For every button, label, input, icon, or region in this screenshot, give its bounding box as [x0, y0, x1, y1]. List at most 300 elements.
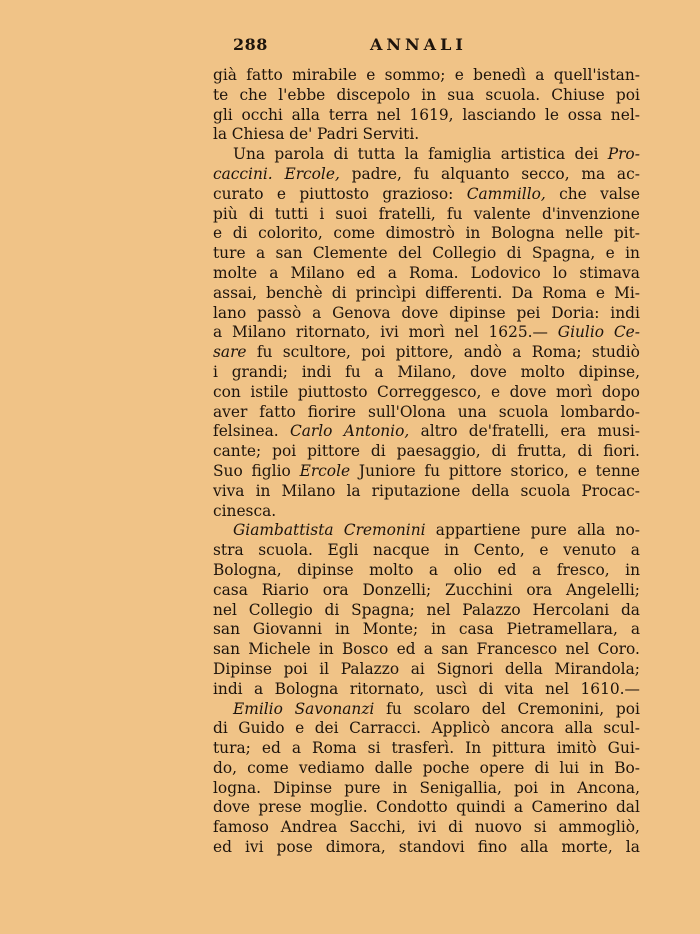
word: ora: [322, 580, 349, 599]
word: piuttosto: [299, 184, 369, 203]
word: e: [539, 541, 549, 560]
text-line: [213, 581, 640, 601]
word: ed: [213, 838, 232, 857]
word: fatto: [259, 402, 296, 421]
text-line: [213, 343, 640, 363]
word: imitò: [556, 739, 597, 758]
word: Antonio,: [343, 422, 410, 441]
word: ivi: [244, 838, 264, 857]
word: a: [423, 640, 433, 659]
word: fu: [345, 362, 361, 381]
word: benchè: [266, 283, 323, 302]
word: Milano: [290, 263, 345, 282]
word: san: [275, 244, 303, 263]
word: a: [428, 560, 439, 579]
word: pure: [344, 778, 381, 797]
word: fu: [446, 204, 463, 223]
word: fu: [424, 461, 440, 480]
word: poi: [513, 778, 539, 797]
word: si: [367, 739, 381, 758]
word: ed: [497, 560, 517, 579]
word: cante;: [213, 442, 262, 461]
word: a: [513, 798, 524, 817]
word: opere: [479, 758, 525, 777]
word: Palazzo: [462, 600, 521, 619]
word: fatto: [246, 66, 283, 84]
text-line: [213, 541, 640, 561]
word: Una: [233, 145, 266, 164]
word: in: [465, 224, 481, 243]
word: Cento,: [473, 541, 525, 560]
word: e: [605, 244, 615, 263]
word: suoi: [335, 204, 368, 223]
word: che: [239, 85, 268, 104]
word: e: [366, 66, 376, 84]
word: i: [213, 362, 218, 381]
word: alla: [291, 105, 320, 124]
word: secco,: [521, 164, 570, 183]
word: pittura: [492, 739, 546, 758]
word: ossa: [567, 105, 602, 124]
word: de'fratelli,: [468, 422, 550, 441]
word: Genova: [332, 303, 391, 322]
word: Savonanzi: [294, 699, 375, 718]
text-line: [213, 284, 640, 304]
word: parola: [274, 145, 325, 164]
word: nuovo: [474, 818, 522, 837]
word: molto: [520, 362, 565, 381]
word: Coro.: [597, 640, 640, 659]
word: di: [213, 719, 228, 738]
word: lombardo-: [560, 402, 640, 421]
word: come: [247, 758, 289, 777]
word: morì: [556, 382, 593, 401]
word: fu: [256, 343, 273, 362]
text-line: [213, 185, 640, 205]
word: scuola: [498, 402, 549, 421]
word: nel: [213, 600, 237, 619]
word: do,: [213, 758, 238, 777]
text-line: [213, 304, 640, 324]
word: vediamo: [298, 758, 365, 777]
word: lano: [213, 303, 247, 322]
text-line: [213, 145, 640, 165]
word: poi: [272, 442, 297, 461]
word: di: [491, 442, 507, 461]
word: san: [441, 640, 469, 659]
word: musi-: [597, 422, 640, 441]
text-line: [213, 403, 640, 423]
word: le: [544, 105, 559, 124]
word: Andrea: [280, 818, 338, 837]
word: fresco,: [556, 560, 610, 579]
word: stimava: [579, 263, 640, 282]
word: viva: [213, 481, 245, 500]
word: Donzelli;: [362, 580, 432, 599]
word: pei: [516, 303, 541, 322]
word: tutti: [274, 204, 309, 223]
word: Monte;: [362, 620, 419, 639]
word: pittore,: [395, 343, 454, 362]
word: poche: [422, 758, 470, 777]
word: dipinse: [449, 303, 506, 322]
word: de': [289, 125, 313, 144]
word: in: [334, 620, 350, 639]
word: altro: [420, 422, 458, 441]
word: aver: [213, 402, 248, 421]
text-line: [213, 838, 640, 858]
text-line: [213, 323, 640, 343]
word: scolaro: [413, 699, 471, 718]
text-line: [213, 779, 640, 799]
text-line: [213, 165, 640, 185]
word: tutta: [357, 145, 396, 164]
word: in: [589, 758, 605, 777]
word: Pro-: [607, 145, 640, 164]
word: Da: [511, 283, 533, 302]
word: dei: [574, 145, 599, 164]
word: nelle: [565, 224, 604, 243]
text-line: [213, 700, 640, 720]
word: a: [630, 620, 640, 639]
word: grazioso:: [382, 184, 454, 203]
word: ed: [396, 640, 416, 659]
word: con: [213, 382, 241, 401]
word: paesaggio,: [396, 442, 481, 461]
word: sua: [447, 85, 475, 104]
word: 1610.—: [580, 679, 640, 698]
word: stra: [213, 541, 244, 560]
word: Procac-: [581, 481, 640, 500]
word: Roma;: [531, 343, 582, 362]
word: Giambattista: [233, 521, 334, 540]
word: Roma: [312, 739, 357, 758]
text-line: [213, 422, 640, 442]
word: la: [625, 838, 640, 857]
word: figlio: [251, 461, 291, 480]
word: scuola.: [258, 541, 313, 560]
word: dove: [401, 303, 439, 322]
word: trasferì.: [391, 739, 455, 758]
word: fratelli,: [378, 204, 436, 223]
text-line: [213, 660, 640, 680]
word: fu: [386, 699, 402, 718]
word: Ce-: [613, 323, 640, 342]
word: una: [457, 402, 487, 421]
text-line: [213, 224, 640, 244]
word: Carlo: [289, 422, 333, 441]
word: no-: [615, 521, 640, 540]
text-line: [213, 640, 640, 660]
word: famiglia: [428, 145, 492, 164]
word: di: [331, 283, 347, 302]
text-line: [213, 521, 640, 541]
word: e: [213, 224, 223, 243]
word: Signori: [436, 659, 494, 678]
word: a: [374, 362, 384, 381]
text-line: [213, 66, 640, 86]
word: Collegio: [432, 244, 497, 263]
word: Angelelli;: [566, 580, 640, 599]
word: dove: [509, 382, 547, 401]
word: Bologna: [274, 679, 339, 698]
text-line: [213, 363, 640, 383]
word: Correggesco,: [377, 382, 482, 401]
word: di: [448, 818, 463, 837]
word: ritornato,: [295, 323, 371, 342]
word: ture: [213, 244, 246, 263]
word: ritornato,: [349, 679, 425, 698]
word: di: [534, 758, 550, 777]
word: Bologna,: [213, 560, 282, 579]
word: Gui-: [607, 739, 640, 758]
word: colorito,: [258, 224, 323, 243]
word: ed: [261, 739, 281, 758]
word: nel: [545, 679, 570, 698]
word: gli: [213, 105, 233, 124]
word: a: [387, 263, 397, 282]
word: dimora,: [325, 838, 386, 857]
word: lo: [552, 263, 568, 282]
word: pittore: [448, 461, 502, 480]
text-line: [213, 86, 640, 106]
word: Ercole: [299, 461, 351, 480]
text-line: [213, 759, 640, 779]
word: alla: [520, 838, 549, 857]
word: moglie.: [310, 798, 368, 817]
word: Giulio: [557, 323, 605, 342]
word: del: [481, 699, 506, 718]
word: dimostrò: [385, 224, 455, 243]
word: Applicò: [431, 719, 491, 738]
word: valse: [600, 184, 640, 203]
word: scuola.: [485, 85, 541, 104]
word: sull'Olona: [368, 402, 446, 421]
word: a: [255, 244, 266, 263]
word: storico,: [510, 461, 569, 480]
word: Senigallia,: [419, 778, 502, 797]
word: ivi: [417, 818, 437, 837]
word: Dipinse: [273, 778, 333, 797]
word: Ancona,: [577, 778, 640, 797]
word: dipinse: [297, 560, 354, 579]
word: poi: [361, 343, 386, 362]
word: Cremonini,: [517, 699, 605, 718]
word: Chiuse: [551, 85, 605, 104]
word: già: [213, 66, 237, 84]
word: Michele: [248, 640, 311, 659]
word: dalle: [374, 758, 413, 777]
word: dopo: [601, 382, 640, 401]
word: Bo-: [614, 758, 640, 777]
word: di: [478, 679, 494, 698]
word: te: [213, 85, 229, 104]
word: indi: [213, 679, 243, 698]
word: indi: [610, 303, 640, 322]
word: dei: [314, 719, 339, 738]
word: fino: [477, 838, 508, 857]
word: e: [454, 66, 464, 84]
word: morte,: [561, 838, 613, 857]
word: standovi: [398, 838, 465, 857]
text-line: [213, 244, 640, 264]
word: Lodovico: [470, 263, 541, 282]
word: a: [535, 66, 545, 84]
word: da: [620, 600, 640, 619]
word: Guido: [238, 719, 285, 738]
word: frutta,: [517, 442, 567, 461]
text-line: [213, 106, 640, 126]
word: di: [324, 600, 340, 619]
word: i: [319, 204, 325, 223]
text-line: [213, 264, 640, 284]
word: ora: [526, 580, 553, 599]
word: Juniore: [358, 461, 416, 480]
word: benedì: [473, 66, 526, 84]
word: famoso: [213, 818, 269, 837]
word: Doria:: [551, 303, 600, 322]
word: studiò: [591, 343, 640, 362]
word: Collegio: [248, 600, 313, 619]
word: alla: [577, 521, 606, 540]
word: san: [213, 640, 240, 659]
word: scul-: [603, 719, 640, 738]
word: Roma.: [409, 263, 459, 282]
word: istile: [250, 382, 289, 401]
word: Emilio: [233, 699, 283, 718]
word: Palazzo: [340, 659, 400, 678]
word: ammogliò,: [558, 818, 640, 837]
word: di: [232, 224, 248, 243]
word: in: [444, 541, 460, 560]
word: riputazione: [371, 481, 461, 500]
word: pure: [530, 521, 567, 540]
text-line: [213, 620, 640, 640]
word: il: [319, 659, 330, 678]
word: la: [346, 481, 361, 500]
word: logna.: [213, 778, 262, 797]
word: a: [312, 303, 322, 322]
word: della: [504, 659, 543, 678]
word: Milano: [281, 481, 336, 500]
word: nacque: [373, 541, 430, 560]
word: Clemente: [312, 244, 388, 263]
text-line: [213, 442, 640, 462]
word: scuola: [520, 481, 571, 500]
word: si: [533, 818, 547, 837]
word: in: [318, 640, 334, 659]
word: ma: [581, 164, 606, 183]
word: Francesco: [476, 640, 558, 659]
word: Chiesa: [231, 125, 285, 144]
word: valente: [473, 204, 531, 223]
word: e: [595, 283, 605, 302]
word: a: [254, 679, 264, 698]
word: a: [532, 560, 542, 579]
text-line: [213, 739, 640, 759]
word: poi: [615, 699, 640, 718]
word: terra: [328, 105, 368, 124]
word: e: [295, 719, 305, 738]
word: lasciando: [462, 105, 537, 124]
word: Suo: [213, 461, 243, 480]
word: Riario: [261, 580, 309, 599]
word: la: [213, 125, 228, 144]
word: felsinea.: [213, 422, 279, 441]
word: nel: [454, 323, 479, 342]
text-line: [213, 383, 640, 403]
body-text: [213, 66, 640, 858]
word: discepolo: [336, 85, 411, 104]
word: In: [465, 739, 482, 758]
text-line: [213, 601, 640, 621]
word: ancora: [500, 719, 555, 738]
word: uscì: [435, 679, 468, 698]
word: dove: [469, 362, 507, 381]
word: ac-: [616, 164, 640, 183]
word: Bologna: [490, 224, 555, 243]
word: mirabile: [292, 66, 357, 84]
word: e: [276, 184, 286, 203]
word: nel: [565, 640, 590, 659]
word: poi: [283, 659, 308, 678]
word: artistica: [500, 145, 566, 164]
word: nel-: [610, 105, 640, 124]
word: Padri: [316, 125, 358, 144]
running-title: ANNALI: [370, 35, 467, 54]
word: molte: [213, 263, 258, 282]
word: Ercole,: [284, 164, 340, 183]
page-number: 288: [233, 35, 268, 54]
word: di: [506, 244, 522, 263]
word: cinesca.: [213, 501, 277, 520]
text-line: [213, 205, 640, 225]
word: sommo;: [384, 66, 446, 84]
word: passò: [257, 303, 302, 322]
word: dipinse,: [578, 362, 640, 381]
word: Pietramellara,: [506, 620, 618, 639]
word: indi: [301, 362, 332, 381]
word: princìpi: [355, 283, 417, 302]
word: Serviti.: [362, 125, 420, 144]
word: lui: [559, 758, 580, 777]
word: a: [630, 541, 640, 560]
word: vita: [504, 679, 534, 698]
word: alla: [564, 719, 593, 738]
word: di: [248, 204, 264, 223]
word: la: [404, 145, 419, 164]
word: fiorire: [307, 402, 357, 421]
word: Camerino: [531, 798, 608, 817]
word: piuttosto: [297, 382, 368, 401]
word: scultore,: [282, 343, 351, 362]
word: poi: [615, 85, 640, 104]
word: differenti.: [425, 283, 503, 302]
word: Mi-: [614, 283, 640, 302]
word: Mirandola;: [554, 659, 640, 678]
word: in: [255, 481, 271, 500]
word: quindi: [456, 798, 506, 817]
word: ed: [356, 263, 376, 282]
word: appartiene: [435, 521, 521, 540]
word: d'invenzione: [541, 204, 640, 223]
word: 1625.—: [488, 323, 548, 342]
word: l'ebbe: [278, 85, 326, 104]
word: a: [213, 323, 223, 342]
word: della: [471, 481, 510, 500]
word: e: [577, 461, 587, 480]
word: nel: [426, 600, 451, 619]
